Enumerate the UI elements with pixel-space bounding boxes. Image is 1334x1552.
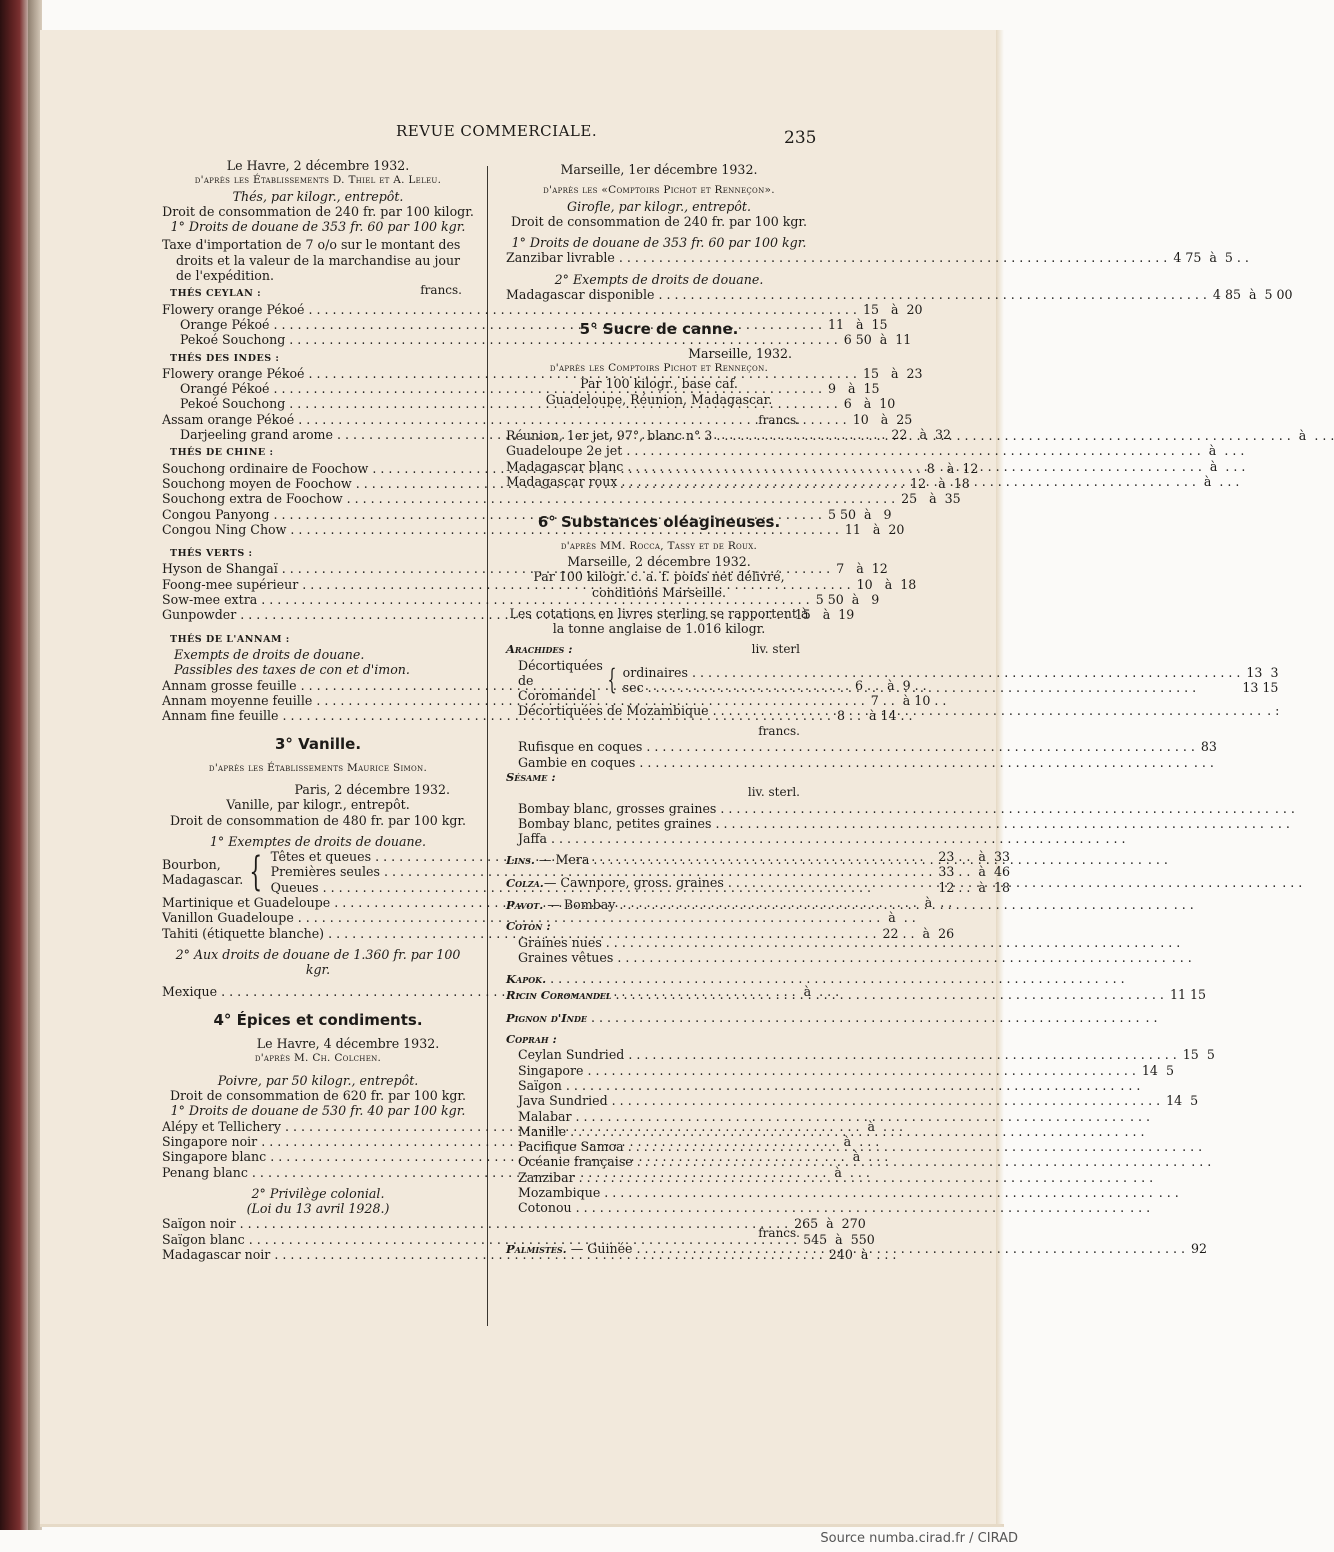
price-row-value: 22 à 32 [891, 427, 951, 443]
price-row-value: . . . à . . . [806, 1164, 870, 1180]
category-row [506, 1009, 1158, 1026]
francs2-label: francs. [758, 724, 800, 739]
van-unit: Vanille, par kilogr., entrepôt. [226, 797, 410, 813]
price-row [506, 287, 1293, 303]
price-row-label: Singapore noir . . . [162, 1134, 810, 1149]
liv-sterl2-label: liv. sterl. [747, 785, 800, 800]
the-place: Le Havre, 2 décembre 1932. [226, 158, 410, 173]
ep-source: d'après M. Ch. Colchen. [254, 1052, 382, 1065]
ceylan-header-row [162, 283, 474, 301]
price-row [518, 1093, 1199, 1109]
price-row-label: Malabar . . . [518, 1109, 1124, 1124]
price-row-label: Décortiquées de Mozambique . . . [518, 703, 1261, 718]
category-name: Pignon d'Inde [506, 1010, 588, 1025]
price-row [518, 754, 1214, 770]
price-row-value: 11 à 15 [827, 316, 888, 332]
price-row-label: Premières seules . . . [271, 864, 933, 879]
price-row-value: 8 à 12 [926, 460, 979, 476]
francs3-label: francs. [758, 1225, 800, 1240]
price-row [518, 1154, 1212, 1170]
price-row-label: Mexique . . . [162, 984, 770, 999]
category-detail: — Mera [534, 852, 590, 868]
price-row-value: . . . à . . . [775, 983, 840, 999]
gir-droit: Droit de consommation de 240 fr. par 100 kgr. [510, 213, 808, 229]
annam-heading: THÉS DE L'ANNAM : [170, 633, 290, 645]
price-row-value: . . . [1182, 1139, 1203, 1155]
book-binding [0, 0, 28, 1530]
category-row-label [506, 987, 1164, 1003]
price-row-label: Madagascar disponible . . . [506, 287, 1207, 302]
gir-madagascar [506, 287, 1293, 303]
price-row-label: Graines vêtues . . . [518, 950, 1166, 965]
price-row [623, 665, 1279, 680]
price-row [518, 1123, 1145, 1139]
van-brace-label: Bourbon, Madagascar. [162, 857, 244, 888]
sucre-heading: 5° Sucre de canne. [579, 320, 739, 339]
category-row-label [506, 852, 1142, 868]
price-row-label: Flowery orange Pékoé . . . [162, 302, 857, 317]
price-row-label: Gunpowder . . . [162, 607, 789, 622]
price-row [518, 1169, 1154, 1185]
category-value: . . [1145, 1009, 1158, 1025]
price-row [518, 1139, 1203, 1155]
su-francs: francs. [758, 412, 800, 427]
price-row-value: 240 à . . . [828, 1247, 897, 1262]
ol-cotations: Les cotations en livres sterling se rapportent à la tonne anglaise de 1.016 kilogr. [509, 605, 809, 637]
price-row-value: . . . à . . . [1180, 443, 1245, 459]
price-row-label: Mozambique . . . [518, 1185, 1153, 1200]
price-row-value: 15 à 23 [862, 365, 923, 381]
price-row-value: 12 à 18 [910, 475, 970, 491]
price-row-label: Bombay blanc, grosses graines . . . [518, 801, 1269, 816]
sesame-label: Sésame : [506, 769, 556, 784]
price-row-label: Madagascar roux . . . [506, 474, 1170, 489]
su-place: Marseille, 1932. [688, 345, 792, 361]
price-row-label: Saïgon noir . . . [162, 1216, 788, 1231]
price-row-label: Saïgon blanc . . . [162, 1232, 797, 1247]
price-row-value: . . . [1120, 1077, 1141, 1093]
category-name: Ricin Coromandel [506, 988, 612, 1003]
price-row-value: 13 3 [1246, 664, 1279, 680]
price-row-value: 83 [1200, 739, 1217, 755]
price-row-label: Zanzibar livrable . . . [506, 250, 1167, 265]
price-row-value: 12 . . à 18 [938, 879, 1010, 895]
gir-zanzibar [506, 250, 1249, 266]
price-row-value: 7 à 12 [836, 561, 888, 577]
price-row-label: Pekoé Souchong . . . [180, 396, 838, 411]
price-row-value: 33 . . à 46 [938, 864, 1010, 880]
price-row [518, 1062, 1174, 1078]
price-row [162, 592, 880, 608]
price-row-label: Annam moyenne feuille . . . [162, 693, 865, 708]
coprah-label: Coprah : [506, 1032, 557, 1047]
price-row-label: Hyson de Shangaï . . . [162, 561, 830, 576]
ep-loi: (Loi du 13 avril 1928.) [246, 1201, 390, 1217]
price-row-label: Annam fine feuille . . . [162, 708, 831, 723]
price-row [162, 301, 923, 317]
price-row-value: . . . [1191, 1154, 1212, 1170]
price-row-label: Zanzibar . . . [518, 1170, 1127, 1185]
price-row-label: Ceylan Sundried . . . [518, 1047, 1177, 1062]
price-row-label: Gambie en coques . . . [518, 755, 1188, 770]
price-row-label: Queues . . . [271, 880, 933, 895]
price-row [518, 1047, 1215, 1063]
price-row-value: 4 75 à 5 . . [1173, 250, 1249, 266]
ricin-row [506, 987, 1207, 1003]
price-row-label: Bombay blanc, petites graines . . . [518, 816, 1264, 831]
ol-source: d'après MM. Rocca, Tassy et de Roux. [560, 539, 758, 552]
price-row [162, 1216, 866, 1232]
price-row [506, 250, 1249, 266]
price-row-label: Singapore blanc . . . [162, 1149, 819, 1164]
price-row-label: Guadeloupe 2e jet . . . [506, 443, 1175, 458]
the-droit: Droit de consommation de 240 fr. par 100 kilogr. [162, 203, 474, 219]
price-row-value: . . . . à . . [852, 910, 916, 926]
price-row-label: Graines nues . . . [518, 935, 1154, 950]
price-row-value: 4 85 à 5 00 [1212, 287, 1293, 303]
price-row-value: 5 50 à 9 [827, 506, 892, 522]
price-row-label: Sow-mee extra . . . [162, 592, 810, 607]
van-place: Paris, 2 décembre 1932. [294, 781, 450, 797]
the-taxe: Taxe d'importation de 7 o/o sur le montant des droits et la valeur de la marchandise au jour de l'expédition. [162, 237, 461, 284]
van-aux: 2° Aux droits de douane de 1.360 fr. par 100 kgr. [175, 946, 461, 978]
page-number: 235 [784, 128, 817, 148]
van-exemptes: 1° Exemptes de droits de douane. [209, 833, 427, 849]
price-row [506, 443, 1245, 459]
price-row-value: 6 à 10 [843, 396, 896, 412]
price-row-label: ordinaires . . . [623, 665, 1241, 680]
price-row-value: 15 à 19 [794, 607, 855, 623]
price-row-label: Saïgon . . . [518, 1078, 1114, 1093]
ep-droit: Droit de consommation de 620 fr. par 100 kgr. [169, 1088, 467, 1104]
price-row-label: Orange Pékoé . . . [180, 317, 822, 332]
brace-glyph-right: { [607, 663, 617, 697]
price-row [518, 1200, 1151, 1216]
category-value: . . . [1173, 896, 1194, 912]
price-row-label: Assam orange Pékoé . . . [162, 412, 847, 427]
price-row-label: Madagascar blanc . . . [506, 459, 1176, 474]
category-row-label [506, 875, 1276, 891]
price-row [518, 815, 1290, 831]
price-row-label: Tahiti (étiquette blanche) . . . [162, 926, 877, 941]
ep-place: Le Havre, 4 décembre 1932. [256, 1036, 440, 1052]
sesame-list [506, 800, 1295, 847]
su-unit: Par 100 kilogr., base caf. [580, 376, 738, 392]
category-name: Kapok. [506, 972, 547, 987]
price-row-value: 15 à 20 [862, 301, 923, 317]
price-row-label: Congou Panyong . . . [162, 507, 822, 522]
category-row-label [506, 897, 1168, 913]
price-row-label: Souchong extra de Foochow . . . [162, 491, 895, 506]
ol-place: Marseille, 2 décembre 1932. [567, 553, 751, 569]
price-row-value: . : [1267, 702, 1280, 718]
price-row [518, 831, 1126, 847]
price-row [518, 800, 1295, 816]
category-row [506, 971, 1125, 987]
category-value: 92 [1190, 1240, 1207, 1256]
price-row [622, 677, 1279, 696]
the-douane: 1° Droits de douane de 353 fr. 60 par 100 kgr. [170, 219, 466, 235]
price-row-value: 11 à 20 [844, 521, 905, 537]
arachides-label: Arachides : [506, 642, 573, 657]
price-row-label: Annam grosse feuille . . . [162, 678, 849, 693]
price-row-value: . . . . à . . [888, 895, 953, 911]
van-droit: Droit de consommation de 480 fr. par 100 kgr. [169, 812, 467, 828]
price-row-label: Têtes et queues . . . [271, 849, 933, 864]
price-row-value: 545 à 550 [803, 1231, 875, 1247]
category-detail: — Cawnpore, gross. graines [543, 874, 724, 890]
arachides-header [506, 642, 812, 657]
category-row [506, 896, 1194, 913]
price-row-label: Pacifique Samoa . . . [518, 1139, 1176, 1154]
price-row-label: Réunion, 1er jet, 97°, blanc n° 3 . . . [506, 428, 1265, 443]
price-row-label: Darjeeling grand arome . . . [180, 427, 885, 442]
ceylan-heading: THÉS CEYLAN : [170, 288, 262, 300]
price-row-label: Congou Ning Chow . . . [162, 522, 839, 537]
gir-source: d'après les «Comptoirs Pichot et Renneçon». [543, 184, 775, 197]
price-row-value: . . . [1129, 1108, 1151, 1124]
price-row-label: Souchong ordinaire de Foochow . . . [162, 461, 921, 476]
vanille-heading: 3° Vanille. [274, 735, 362, 754]
arach-list [506, 739, 1217, 770]
price-row-label: Java Sundried . . . [518, 1093, 1160, 1108]
price-row-value: 8 . . à 14 . . [836, 708, 913, 724]
francs-label: francs. [420, 283, 462, 298]
su-source: d'après les Comptoirs Pichot et Renneçon. [549, 361, 769, 374]
ol-unit: Par 100 kilogr. c. a. f. poids net délivré, conditions Marseille. [533, 569, 785, 600]
ep-unit: Poivre, par 50 kilogr., entrepôt. [217, 1072, 419, 1088]
price-row-label: Océanie française . . . [518, 1154, 1185, 1169]
annam-exempts: Exempts de droits de douane. [174, 646, 365, 662]
verts-heading: THÉS VERTS : [170, 548, 253, 560]
price-row-value: . . . [1130, 1200, 1151, 1216]
price-row-label: Jaffa . . . [518, 831, 1099, 846]
van-source: d'après les Établissements Maurice Simon. [208, 761, 428, 774]
epices-heading: 4° Épices et condiments. [213, 1010, 423, 1029]
liv-sterl-label: liv. sterl [751, 642, 800, 657]
price-row-value: 6 . . à 9 . . [855, 677, 927, 693]
price-row-label: Madagascar noir . . . [162, 1247, 823, 1262]
price-row-value: . . . à . . . [1270, 428, 1334, 444]
price-row [518, 1077, 1141, 1093]
price-row-label: Souchong moyen de Foochow . . . [162, 476, 904, 491]
running-head: REVUE COMMERCIALE. [396, 122, 598, 140]
price-row [162, 491, 961, 507]
price-row-label: Singapore . . . [518, 1063, 1136, 1078]
arach-brace-list [623, 665, 1279, 696]
su-origins: Guadeloupe, Réunion, Madagascar. [545, 391, 773, 407]
price-row-value: 10 à 18 [856, 576, 917, 592]
price-row [518, 1108, 1151, 1124]
price-row-label: Rufisque en coques . . . [518, 739, 1195, 754]
price-row-value: 265 à 270 [794, 1216, 866, 1232]
price-row-label: Foong-mee supérieur . . . [162, 577, 851, 592]
price-row [162, 692, 947, 708]
pavot-row [506, 896, 1194, 913]
price-row-label: Pekoé Souchong . . . [180, 332, 838, 347]
category-row-label [506, 1241, 1185, 1257]
price-row-value: . . . [1269, 815, 1290, 831]
source-credit: Source numba.cirad.fr / CIRAD [820, 1531, 1018, 1546]
price-row-label: Orangé Pékoé . . . [180, 381, 822, 396]
price-row-value: 15 5 [1182, 1047, 1215, 1063]
price-row [518, 1185, 1179, 1201]
category-value: . . . [1282, 874, 1303, 890]
price-row [162, 910, 916, 926]
category-name: Pavot. [506, 897, 544, 912]
price-row-value: 9 à 15 [827, 381, 880, 397]
category-value: 11 15 [1169, 987, 1207, 1003]
price-row-value: . . . [1105, 831, 1126, 847]
price-row-value: 22 . . à 26 [882, 925, 955, 941]
price-row-value: 14 5 [1166, 1093, 1199, 1109]
price-row-label: Cotonou . . . [518, 1200, 1124, 1215]
price-row-value: . . . [1274, 800, 1295, 816]
price-row-value: . . . à . . . [824, 1149, 889, 1165]
category-value: . . . [1147, 852, 1168, 868]
price-row [518, 949, 1192, 965]
price-row-value: . . . [1124, 1123, 1145, 1139]
ep-privilege: 2° Privilège colonial. [251, 1185, 385, 1201]
category-detail: — Bombay [543, 896, 616, 912]
coton-list [506, 934, 1192, 966]
price-row-label: Penang blanc . . . [162, 1165, 800, 1180]
price-row-value: . . . [1160, 934, 1181, 950]
chine-heading: THÉS DE CHINE : [170, 447, 274, 459]
price-row-label: Martinique et Guadeloupe . . . [162, 895, 883, 910]
arach-brace-label: Décortiquées de Coromandel [518, 657, 603, 703]
the-source: d'après les Établissements D. Thiel et A. Leleu. [194, 174, 442, 187]
price-row-label: Manille . . . [518, 1124, 1119, 1139]
price-row-value: 7 . . à 10 . . [870, 692, 947, 708]
price-row-value: . . . [1158, 1185, 1179, 1201]
price-row-value: 6 50 à 11 [843, 332, 912, 348]
ol-heading: 6° Substances oléagineuses. [537, 513, 781, 532]
category-detail: — Guinée [566, 1240, 633, 1256]
price-row-value: . . . [1171, 949, 1192, 965]
price-row-label: sec . . . [623, 680, 1237, 695]
price-row-value: . . . à . . . [815, 1133, 880, 1149]
coprah-list [506, 1047, 1215, 1216]
price-row-value: . . . à . . . [1181, 458, 1246, 474]
category-value: . . . [1104, 971, 1125, 987]
gir-douane: 1° Droits de douane de 353 fr. 60 par 100 kgr. [511, 235, 807, 251]
price-row-label: Vanillon Guadeloupe . . . [162, 910, 846, 925]
category-row-label [506, 971, 1099, 987]
category-name: Palmistes. [506, 1241, 567, 1256]
price-row [162, 332, 912, 348]
brace-glyph: { [249, 849, 263, 896]
price-row-value: . . . [1193, 754, 1214, 770]
price-row-value: . . . à . . . [839, 1118, 903, 1134]
price-row [518, 934, 1181, 950]
price-row-label: Alépy et Tellichery . . . [162, 1119, 833, 1134]
kapok-row [506, 971, 1125, 987]
gir-exempts: 2° Exempts de droits de douane. [554, 271, 764, 287]
price-row [518, 739, 1217, 755]
price-row-value: 13 15 [1242, 680, 1279, 696]
coton-label: Coton : [506, 919, 551, 934]
pignon-row [506, 1009, 1158, 1026]
category-name: Lins. [506, 853, 535, 868]
price-row-value: . . . [1133, 1169, 1154, 1185]
category-row-label [506, 1010, 1139, 1026]
price-row-value: 23 . . à 33 [938, 849, 1010, 865]
price-row-value: 5 50 à 9 [815, 592, 880, 608]
category-row [506, 987, 1207, 1003]
annam-passibles: Passibles des taxes de con et d'imon. [174, 662, 410, 678]
price-row-value: 25 à 35 [901, 491, 961, 507]
gir-place: Marseille, 1er décembre 1932. [560, 162, 758, 177]
gir-unit: Girofle, par kilogr., entrepôt. [567, 198, 751, 214]
price-row-value: 14 5 [1141, 1062, 1174, 1078]
price-row-label: Flowery orange Pékoé . . . [162, 366, 857, 381]
price-row-value: 10 à 25 [852, 411, 913, 427]
ep-douane: 1° Droits de douane de 530 fr. 40 par 100 kgr. [170, 1103, 466, 1119]
the-unit: Thés, par kilogr., entrepôt. [232, 188, 404, 204]
price-row [162, 506, 892, 522]
price-row-value: . . . à . . . [1175, 474, 1240, 490]
indes-heading: THÉS DES INDES : [170, 352, 280, 364]
category-name: Colza. [506, 875, 544, 890]
